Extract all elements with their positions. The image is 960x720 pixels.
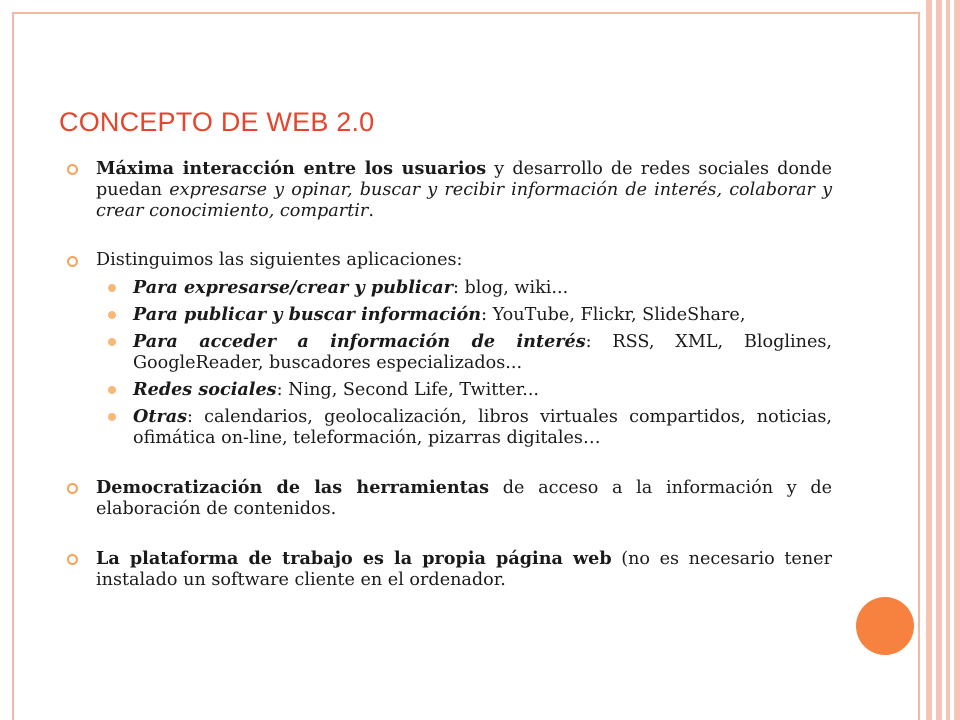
bullet-text: Distinguimos las siguientes aplicaciones: [96, 250, 463, 270]
ring-bullet-icon [67, 483, 78, 494]
bullet-applications [67, 250, 832, 271]
ring-bullet-icon [67, 554, 78, 565]
bullet-interaction [67, 158, 832, 222]
dot-bullet-icon [108, 284, 116, 292]
bullet-bold-text: La plataforma de trabajo es la propia página web [96, 548, 612, 569]
list-item [105, 406, 832, 449]
list-item [105, 277, 832, 299]
bullet-end-text: . [368, 201, 374, 221]
applications-list [67, 277, 832, 449]
list-item-text: : YouTube, Flickr, SlideShare, [481, 305, 746, 325]
accent-circle [856, 597, 914, 655]
dot-bullet-icon [108, 413, 116, 421]
decorative-side-bars [924, 0, 960, 720]
bullet-text: (no es necesario tener instalado un software cliente en el ordenador. [96, 549, 832, 590]
side-bar-2 [936, 0, 942, 720]
list-item-text: : RSS, XML, Bloglines, GoogleReader, buscadores especializados... [133, 332, 833, 373]
bullet-democratization [67, 477, 832, 520]
list-item [105, 331, 832, 374]
bullet-text: y desarrollo de redes sociales donde puedan [96, 159, 833, 200]
side-bar-4 [954, 0, 960, 720]
side-bar-3 [946, 0, 950, 720]
list-item [105, 304, 832, 326]
list-item-text: : calendarios, geolocalización, libros virtuales compartidos, noticias, ofimática on-line, teleformación, pizarras digitales… [133, 407, 832, 448]
list-item-label: Para acceder a información de interés [133, 331, 586, 352]
bullet-bold-text: Democratización de las herramientas [96, 477, 490, 498]
list-item-label: Para expresarse/crear y publicar [133, 277, 453, 298]
list-item-label: Otras [133, 406, 188, 427]
ring-bullet-icon [67, 164, 78, 175]
list-item-label: Redes sociales [133, 379, 277, 400]
slide-title: CONCEPTO DE WEB 2.0 [59, 107, 375, 137]
dot-bullet-icon [108, 338, 116, 346]
bullet-platform [67, 548, 832, 591]
list-item-text: : blog, wiki... [452, 278, 569, 298]
bullet-text: de acceso a la información y de elaboración de contenidos. [96, 478, 832, 519]
dot-bullet-icon [108, 311, 116, 319]
side-bar-1 [926, 0, 932, 720]
dot-bullet-icon [108, 386, 116, 394]
list-item [105, 379, 832, 401]
ring-bullet-icon [67, 256, 78, 267]
bullet-bold-text: Máxima interacción entre los usuarios [96, 158, 487, 179]
list-item-text: : Ning, Second Life, Twitter... [276, 380, 539, 400]
slide-content [67, 158, 832, 619]
bullet-italic-text: expresarse y opinar, buscar y recibir información de interés, colaborar y crear conocimiento, compartir [96, 180, 833, 221]
list-item-label: Para publicar y buscar información [133, 304, 482, 325]
